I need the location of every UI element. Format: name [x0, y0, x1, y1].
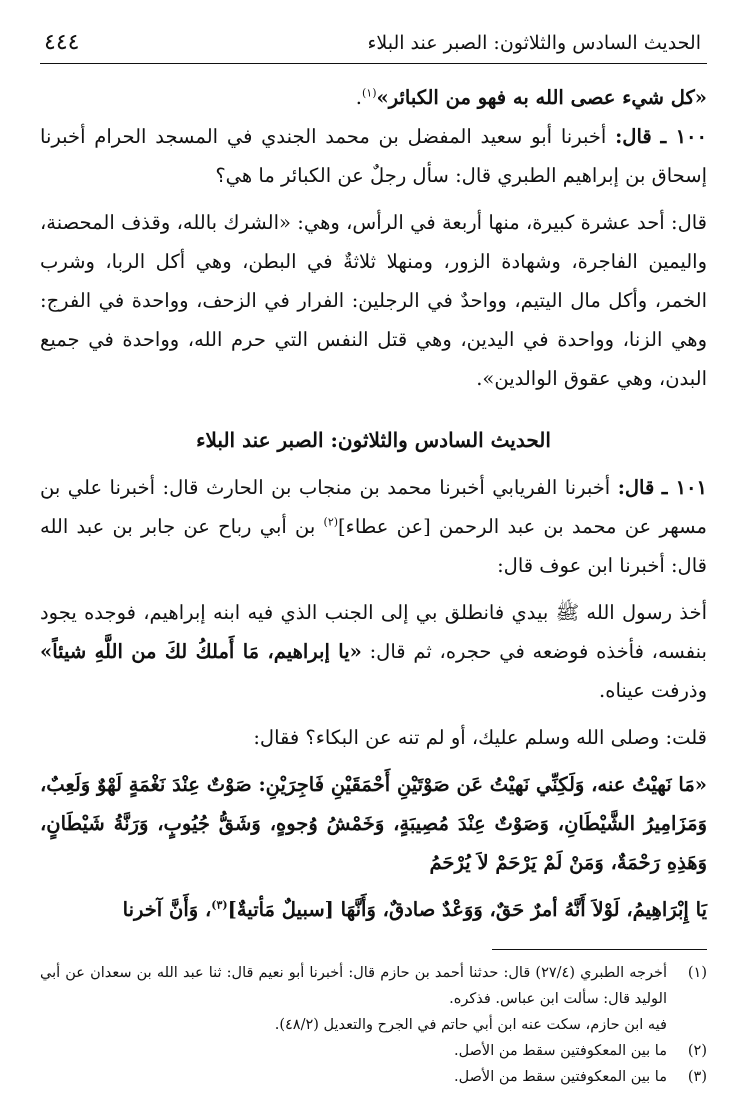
hadith-101-chain-b: بن أبي رباح عن جابر بن عبد الله قال: أخبرنا ابن عوف قال: — [40, 515, 707, 577]
hadith-101-qal: قال: — [617, 476, 655, 499]
section-heading: الحديث السادس والثلاثون: الصبر عند البلاء — [196, 428, 551, 452]
hadith-text-b-tail: ، وَأَنَّ آخرنا — [122, 898, 212, 921]
footnote-1 — [40, 960, 707, 1012]
hadith-text-b-main: يَا إِبْرَاهِيمُ، لَوْلاَ أَنَّهُ أمرٌ حَقٌ، وَوَعْدٌ صادقٌ، وَأَنَّهَا [سبيلٌ مَأتيةٌ] — [227, 898, 707, 921]
footnote-ref-2: (٢) — [323, 515, 339, 529]
quote-text: «كل شيء عصى الله به فهو من الكبائر» — [376, 86, 707, 109]
page-header — [40, 22, 707, 64]
footnote-text: أخرجه الطبري (٢٧/٤) قال: حدثنا أحمد بن حازم قال: أخبرنا أبو نعيم قال: ثنا عبد الله بن سعدان عن أبي الوليد قال: سألت ابن عباس. فذكره. — [40, 965, 668, 1007]
footnote-number: (١) — [687, 965, 707, 981]
hadith-101-chain-a: أخبرنا الفريابي أخبرنا محمد بن منجاب بن الحارث قال: أخبرنا علي بن مسهر عن محمد بن عبد الرحمن [عن عطاء] — [40, 476, 707, 538]
footnote-number: (٢) — [687, 1043, 707, 1059]
hadith-text-a: «مَا نَهيْتُ عنه، وَلَكِنِّي نَهيْتُ عَن صَوْتَيْنِ أَحْمَقَيْنِ فَاجِرَيْنِ: صَوْتٌ عِنْدَ نَغْمَةٍ لَهْوٌ وَلَعِبٌ، وَمَزَامِيرُ الشَّيْطَانِ، وَصَوْتٌ عِنْدَ مُصِيبَةٍ، وَخَمْشُ وُجوهٍ، وَشَقُّ جُيُوبٍ، وَرَنَّةُ شَيْطَانٍ، وَهَذِهِ رَحْمَةٌ، وَمَنْ لَمْ يَرْحَمْ لاَ يُرْحَمُ — [40, 773, 707, 874]
story-text-a: أخذ رسول الله ﷺ بيدي فانطلق بي إلى الجنب الذي فيه ابنه إبراهيم، فوجده يجود بنفسه، فأخذه فوضعه في حجره، ثم قال: — [40, 601, 707, 663]
footnote-divider — [492, 949, 707, 950]
running-title: الحديث السادس والثلاثون: الصبر عند البلاء — [367, 32, 701, 54]
quote-tail: . — [355, 86, 362, 109]
hadith-100-qal: قال: — [615, 125, 652, 148]
book-page — [40, 22, 707, 1111]
footnote-number: (٣) — [687, 1069, 707, 1085]
hadith-100-number: ١٠٠ ـ — [660, 125, 707, 148]
footnote-text: ما بين المعكوفتين سقط من الأصل. — [454, 1043, 667, 1059]
footnote-1-extra: فيه ابن حازم، سكت عنه ابن أبي حاتم في الجرح والتعديل (٤٨/٢). — [274, 1017, 667, 1033]
footnotes — [40, 960, 707, 1090]
hadith-101-number: ١٠١ ـ — [661, 476, 707, 499]
footnote-ref-1: (١) — [362, 86, 377, 100]
hadith-100-chain: أخبرنا أبو سعيد المفضل بن محمد الجندي في المسجد الحرام أخبرنا إسحاق بن إبراهيم الطبري قال: سأل رجلٌ عن الكبائر ما هي؟ — [40, 125, 707, 187]
hadith-101 — [40, 468, 707, 585]
answer-paragraph: قال: أحد عشرة كبيرة، منها أربعة في الرأس، وهي: «الشرك بالله، وقذف المحصنة، واليمين الفاجرة، وشهادة الزور، ومنهلا ثلاثةٌ في البطن، وهي أكل الربا، وشرب الخمر، وأكل مال اليتيم، وواحدٌ في الرجلين: الفرار في الزحف، وواحدة في الفرج: وهي الزنا، وواحدة في اليدين، وهي قتل النفس التي حرم الله، وواحدة في جميع البدن، وهي عقوق الوالدين». — [40, 211, 707, 390]
story-quote: «يا إبراهيم، مَا أَملكُ لكَ من اللَّهِ شيئاً» — [40, 640, 362, 663]
hadith-100 — [40, 117, 707, 195]
footnote-3 — [40, 1064, 707, 1090]
hadith-text-b — [40, 890, 707, 929]
page-number: ٤٤٤ — [44, 30, 80, 55]
quote-continuation — [40, 78, 707, 117]
footnote-2 — [40, 1038, 707, 1064]
question-paragraph: قلت: وصلى الله وسلم عليك، أو لم تنه عن البكاء؟ فقال: — [253, 726, 707, 749]
story-text-b: وذرفت عيناه. — [599, 679, 707, 702]
footnote-ref-3: (٣) — [211, 898, 228, 912]
footnote-text: ما بين المعكوفتين سقط من الأصل. — [454, 1069, 667, 1085]
story-paragraph — [40, 593, 707, 710]
